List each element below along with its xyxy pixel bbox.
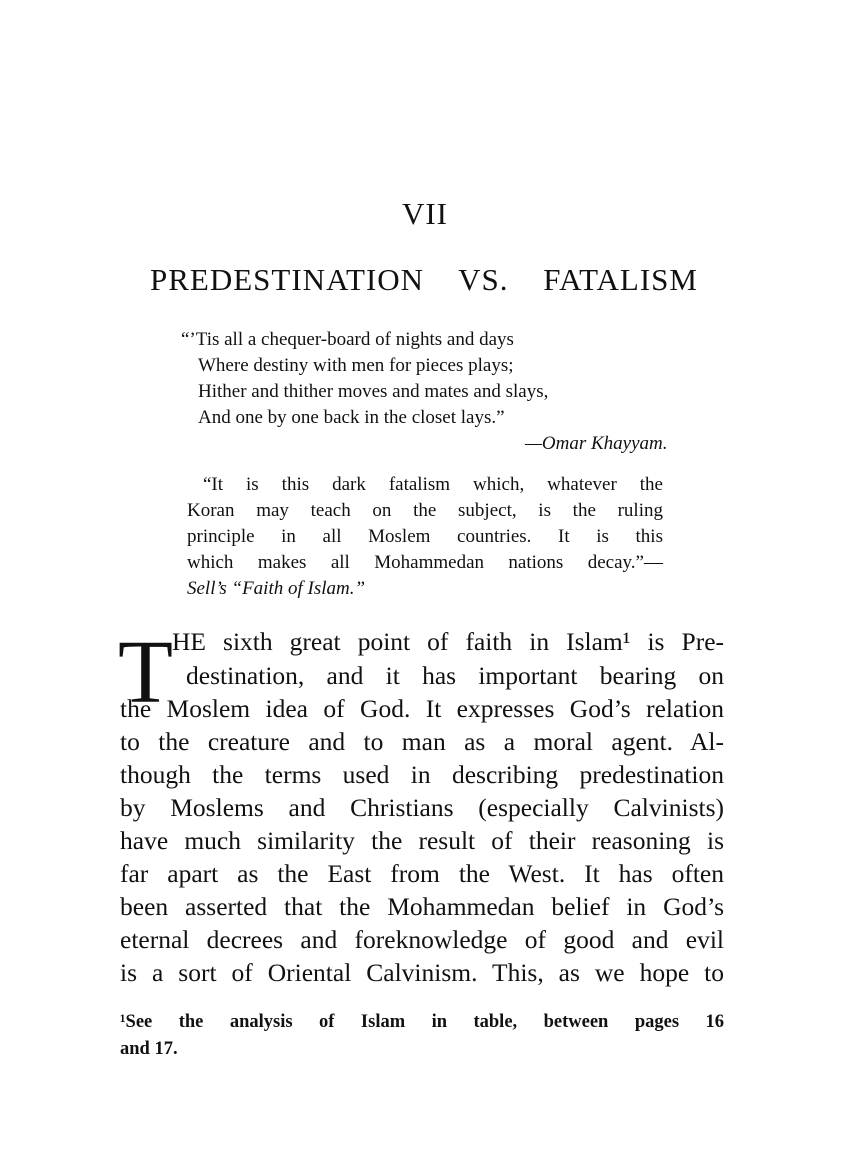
epigraph-attribution: Sell’s “Faith of Islam.” — [187, 578, 366, 599]
body-line: by Moslems and Christians (especially Calvinists) — [120, 793, 724, 822]
epigraph-line: principle in all Moslem countries. It is this — [187, 526, 663, 547]
epigraph-attribution: —Omar Khayyam. — [525, 433, 668, 454]
epigraph-line: And one by one back in the closet lays.” — [198, 407, 505, 428]
body-line: far apart as the East from the West. It has often — [120, 859, 724, 888]
epigraph-line: Where destiny with men for pieces plays; — [198, 355, 514, 376]
body-line: destination, and it has important bearing on — [186, 661, 724, 690]
epigraph-line: “’Tis all a chequer-board of nights and days — [181, 329, 514, 350]
body-line: to the creature and to man as a moral agent. Al- — [120, 727, 724, 756]
chapter-number: VII — [401, 196, 449, 231]
footnote-line: and 17. — [120, 1039, 178, 1059]
drop-cap: T — [118, 623, 173, 722]
body-line: the Moslem idea of God. It expresses God’s relation — [120, 694, 724, 723]
body-line: have much similarity the result of their reasoning is — [120, 826, 724, 855]
chapter-title: PREDESTINATION VS. FATALISM — [150, 262, 698, 297]
epigraph-line: Hither and thither moves and mates and slays, — [198, 381, 549, 402]
epigraph-line: “It is this dark fatalism which, whatever the — [203, 474, 663, 495]
epigraph-line: which makes all Mohammedan nations decay.”— — [187, 552, 663, 573]
body-line: eternal decrees and foreknowledge of good and evil — [120, 925, 724, 954]
epigraph-line: Koran may teach on the subject, is the ruling — [187, 500, 663, 521]
footnote-line: ¹See the analysis of Islam in table, between pages 16 — [120, 1012, 724, 1032]
body-line: though the terms used in describing predestination — [120, 760, 724, 789]
body-line: HE sixth great point of faith in Islam¹ is Pre- — [172, 627, 724, 656]
body-line: been asserted that the Mohammedan belief in God’s — [120, 892, 724, 921]
body-line: is a sort of Oriental Calvinism. This, as we hope to — [120, 958, 724, 987]
